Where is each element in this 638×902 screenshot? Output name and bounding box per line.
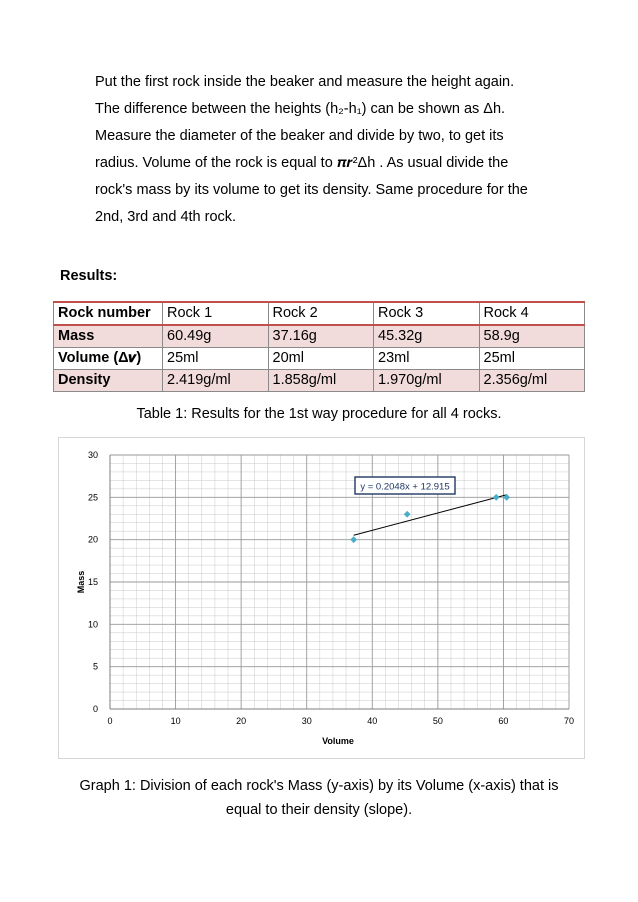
table-cell: 60.49g — [163, 325, 269, 348]
table-cell: Volume (Δ𝒗) — [54, 348, 163, 370]
table-header-cell: Rock 3 — [374, 302, 480, 325]
paragraph-line: radius. Volume of the rock is equal to 𝝅𝒓²Δh . As usual divide the — [95, 155, 509, 171]
x-tick-label: 40 — [367, 716, 378, 726]
table-cell: 45.32g — [374, 325, 480, 348]
x-tick-label: 0 — [107, 716, 113, 726]
table-cell: 2.356g/ml — [479, 370, 585, 392]
y-tick-label: 15 — [87, 577, 98, 587]
trendline — [354, 495, 507, 535]
y-tick-label: 25 — [87, 492, 98, 503]
graph-caption-line: equal to their density (slope). — [225, 802, 413, 818]
table-header-cell: Rock 4 — [479, 302, 585, 325]
y-tick-label: 5 — [92, 661, 98, 672]
table-header-row — [54, 302, 585, 325]
y-tick-label: 0 — [92, 704, 98, 714]
table-cell: 25ml — [479, 348, 585, 370]
x-tick-label: 20 — [236, 716, 247, 726]
results-heading: Results: — [60, 268, 118, 284]
table-cell: 20ml — [268, 348, 374, 370]
graph-caption — [45, 774, 593, 822]
data-point — [404, 511, 411, 518]
x-tick-label: 10 — [170, 716, 181, 726]
table-cell: 1.858g/ml — [268, 370, 374, 392]
table-header-cell: Rock 2 — [268, 302, 374, 325]
y-axis-title: Mass — [76, 570, 86, 594]
table-caption: Table 1: Results for the 1st way procedure for all 4 rocks. — [136, 406, 502, 422]
x-tick-label: 70 — [563, 716, 575, 726]
paragraph-line: Put the first rock inside the beaker and measure the height again. — [95, 74, 515, 90]
table-header-cell: Rock 1 — [163, 302, 269, 325]
y-tick-label: 10 — [87, 619, 98, 630]
x-tick-label: 60 — [498, 716, 509, 726]
data-point — [493, 494, 500, 501]
table-header-cell: Rock number — [54, 302, 163, 325]
table-cell: Density — [54, 370, 163, 392]
table-cell: Mass — [54, 325, 163, 348]
paragraph-line: The difference between the heights (h₂-h₁) can be shown as Δh. — [95, 101, 506, 117]
graph-caption-line: Graph 1: Division of each rock's Mass (y-axis) by its Volume (x-axis) that is — [79, 778, 559, 794]
x-axis-title: Volume — [322, 736, 354, 746]
procedure-paragraph — [95, 69, 581, 231]
data-point — [350, 536, 357, 543]
results-table — [53, 301, 585, 392]
x-tick-label: 50 — [432, 716, 443, 726]
paragraph-line: Measure the diameter of the beaker and divide by two, to get its — [95, 128, 504, 144]
table-cell: 58.9g — [479, 325, 585, 348]
paragraph-line: rock's mass by its volume to get its density. Same procedure for the — [95, 182, 528, 198]
y-tick-label: 30 — [87, 450, 98, 460]
table-cell: 37.16g — [268, 325, 374, 348]
table-row — [54, 325, 585, 348]
table-cell: 1.970g/ml — [374, 370, 480, 392]
y-tick-label: 20 — [87, 534, 98, 545]
paragraph-line: 2nd, 3rd and 4th rock. — [95, 209, 237, 225]
table-row — [54, 370, 585, 392]
equation-label: y = 0.2048x + 12.915 — [360, 481, 450, 493]
x-tick-label: 30 — [301, 716, 312, 726]
table-cell: 25ml — [163, 348, 269, 370]
chart-svg — [59, 438, 584, 758]
table-cell: 2.419g/ml — [163, 370, 269, 392]
table-row — [54, 348, 585, 370]
mass-volume-chart — [58, 437, 585, 759]
table-cell: 23ml — [374, 348, 480, 370]
